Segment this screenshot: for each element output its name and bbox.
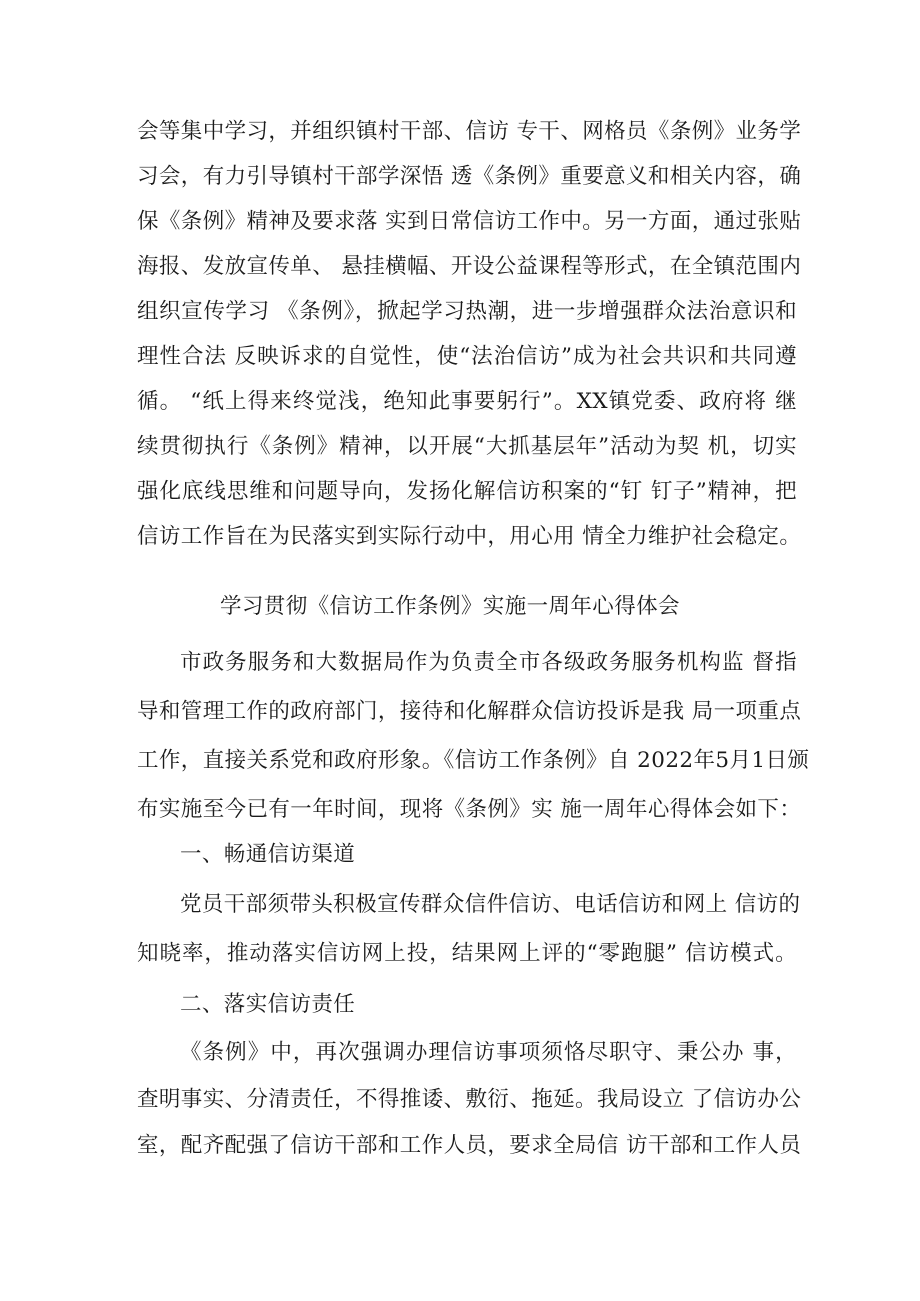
paragraph-line: 续贯彻执行《条例》精神，以开展“大抓基层年”活动为契 机，切实: [137, 434, 797, 459]
section-heading: 二、落实信访责任: [180, 992, 356, 1017]
paragraph-line: 会等集中学习，并组织镇村干部、信访 专干、网格员《条例》业务学: [137, 119, 802, 144]
section-line: 查明事实、分清责任，不得推诿、敷衍、拖延。我局设立 了信访办公: [137, 1087, 802, 1112]
section-line: 知晓率，推动落实信访网上投，结果网上评的“零跑腿” 信访模式。: [137, 941, 797, 966]
document-title: 学习贯彻《信访工作条例》实施一周年心得体会: [220, 594, 680, 619]
intro-line: 布实施至今已有一年时间，现将《条例》实 施一周年心得体会如下：: [137, 797, 802, 822]
intro-line: 导和管理工作的政府部门，接待和化解群众信访投诉是我 局一项重点: [137, 699, 802, 724]
paragraph-line: 海报、发放宣传单、 悬挂横幅、开设公益课程等形式，在全镇范围内: [137, 254, 802, 279]
paragraph-line: 循。 “纸上得来终觉浅，绝知此事要躬行”。XX镇党委、政府将 继: [137, 389, 797, 414]
paragraph-line: 习会，有力引导镇村干部学深悟 透《条例》重要意义和相关内容，确: [137, 164, 802, 189]
intro-line: 市政务服务和大数据局作为负责全市各级政务服务机构监 督指: [180, 650, 797, 675]
paragraph-line: 保《条例》精神及要求落 实到日常信访工作中。另一方面，通过张贴: [137, 209, 802, 234]
paragraph-line: 信访工作旨在为民落实到实际行动中，用心用 情全力维护社会稳定。: [137, 524, 802, 549]
paragraph-line: 强化底线思维和问题导向，发扬化解信访积案的“钉 钉子”精神，把: [137, 479, 797, 504]
section-line: 室，配齐配强了信访干部和工作人员，要求全局信 访干部和工作人员: [137, 1133, 802, 1158]
section-line: 党员干部须带头积极宣传群众信件信访、电话信访和网上 信访的: [180, 892, 801, 917]
intro-line: 工作，直接关系党和政府形象。《信访工作条例》自 2022年5月1日颁: [137, 748, 810, 773]
section-line: 《条例》中，再次强调办理信访事项须恪尽职守、秉公办 事，: [180, 1040, 797, 1065]
paragraph-line: 组织宣传学习 《条例》，掀起学习热潮，进一步增强群众法治意识和: [137, 299, 797, 324]
section-heading: 一、畅通信访渠道: [180, 842, 356, 867]
paragraph-line: 理性合法 反映诉求的自觉性，使“法治信访”成为社会共识和共同遵: [137, 344, 797, 369]
